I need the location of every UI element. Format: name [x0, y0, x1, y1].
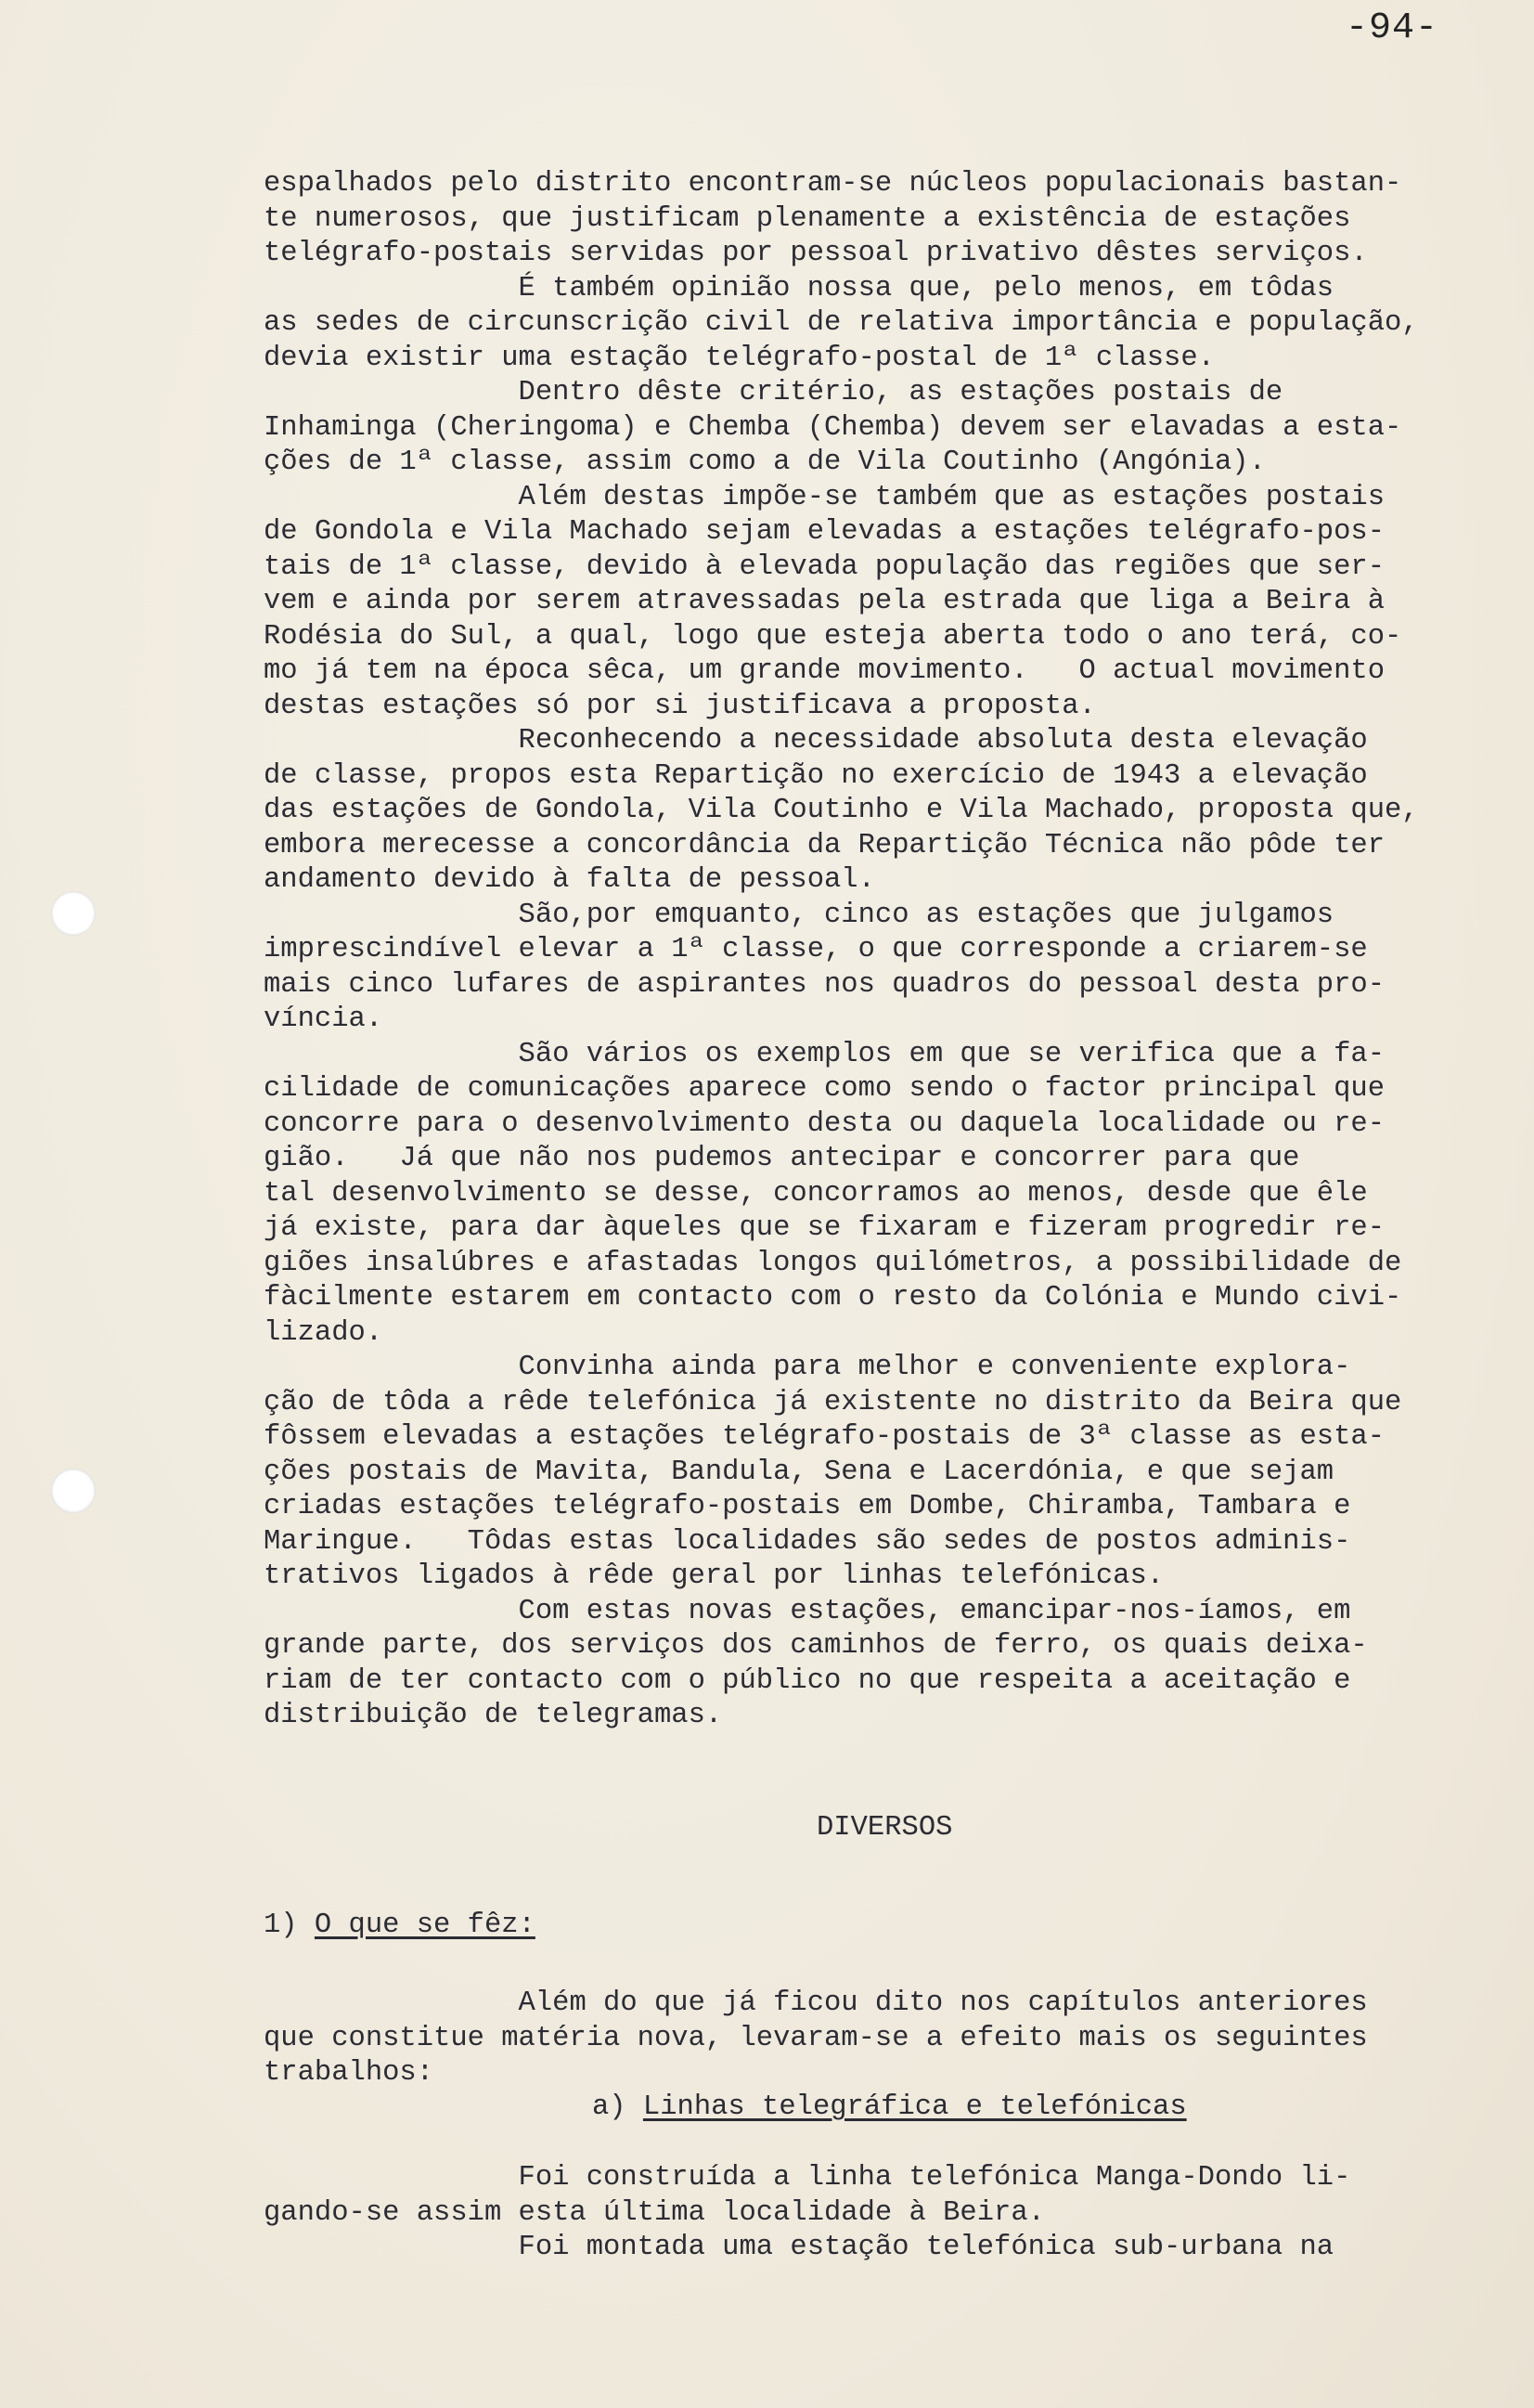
text-line: fàcilmente estarem em contacto com o resto da Colónia e Mundo civi-: [264, 1282, 1402, 1314]
text-line: as sedes de circunscrição civil de relativa importância e população,: [264, 307, 1419, 339]
text-line: Inhaminga (Cheringoma) e Chemba (Chemba) devem ser elavadas a esta-: [264, 411, 1402, 444]
text-line: distribuição de telegramas.: [264, 1700, 723, 1731]
text-line: Rodésia do Sul, a qual, logo que esteja aberta todo o ano terá, co-: [264, 620, 1402, 653]
page-number: -94-: [1346, 7, 1439, 49]
text-line: das estações de Gondola, Vila Coutinho e Vila Machado, proposta que,: [264, 795, 1419, 826]
text-line: trativos ligados à rêde geral por linhas telefónicas.: [264, 1560, 1165, 1592]
text-line: ção de tôda a rêde telefónica já existente no distrito da Beira que: [264, 1386, 1402, 1418]
section-1-intro: [264, 1987, 1507, 2091]
text-line: Reconhecendo a necessidade absoluta desta elevação: [264, 725, 1368, 757]
section-heading-diversos: DIVERSOS: [817, 1812, 953, 1844]
text-line: riam de ter contacto com o público no que respeita a aceitação e: [264, 1664, 1351, 1697]
text-line: que constitue matéria nova, levaram-se a efeito mais os seguintes: [264, 2022, 1368, 2054]
text-line: Maringue. Tôdas estas localidades são sedes de postos adminis-: [264, 1525, 1351, 1558]
subsection-letter: a): [592, 2091, 626, 2123]
text-line: Dentro dêste critério, as estações postais de: [264, 377, 1283, 408]
text-line: telégrafo-postais servidas por pessoal privativo dêstes serviços.: [264, 238, 1368, 269]
text-line: te numerosos, que justificam plenamente a existência de estações: [264, 202, 1351, 235]
text-line: criadas estações telégrafo-postais em Dombe, Chiramba, Tambara e: [264, 1491, 1351, 1522]
text-line: mo já tem na época sêca, um grande movimento. O actual movimento: [264, 655, 1385, 687]
text-line: cilidade de comunicações aparece como sendo o factor principal que: [264, 1073, 1385, 1105]
section-title: O que se fêz:: [314, 1910, 535, 1941]
subsection-title: Linhas telegráfica e telefónicas: [642, 2091, 1187, 2123]
text-line: mais cinco lufares de aspirantes nos quadros do pessoal desta pro-: [264, 968, 1385, 1001]
text-line: tal desenvolvimento se desse, concorramos ao menos, desde que êle: [264, 1177, 1368, 1210]
text-line: espalhados pelo distrito encontram-se núcleos populacionais bastan-: [264, 168, 1402, 200]
text-line: fôssem elevadas a estações telégrafo-postais de 3ª classe as esta-: [264, 1421, 1385, 1453]
text-line: É também opinião nossa que, pelo menos, em tôdas: [264, 272, 1334, 304]
text-line: Com estas novas estações, emancipar-nos-íamos, em: [264, 1595, 1351, 1627]
text-line: grande parte, dos serviços dos caminhos de ferro, os quais deixa-: [264, 1630, 1368, 1662]
text-line: Além destas impõe-se também que as estações postais: [264, 481, 1385, 513]
text-line: lizado.: [264, 1316, 383, 1349]
punch-hole-top: [51, 891, 96, 936]
text-line: Além do que já ficou dito nos capítulos anteriores: [264, 1987, 1368, 2019]
text-line: São,por emquanto, cinco as estações que julgamos: [264, 899, 1334, 931]
text-line: tais de 1ª classe, devido à elevada população das regiões que ser-: [264, 550, 1385, 583]
text-line: víncia.: [264, 1003, 383, 1035]
text-line: Foi montada uma estação telefónica sub-urbana na: [264, 2232, 1334, 2263]
text-line: trabalhos:: [264, 2057, 434, 2089]
subsection-a-title-row: [592, 2091, 1187, 2126]
text-line: concorre para o desenvolvimento desta ou daquela localidade ou re-: [264, 1107, 1385, 1140]
text-line: imprescindível elevar a 1ª classe, o que corresponde a criarem-se: [264, 934, 1368, 965]
text-line: de Gondola e Vila Machado sejam elevadas a estações telégrafo-pos-: [264, 516, 1385, 548]
text-line: São vários os exemplos em que se verifica que a fa-: [264, 1038, 1385, 1070]
text-line: destas estações só por si justificava a proposta.: [264, 690, 1096, 722]
text-line: Convinha ainda para melhor e conveniente explora-: [264, 1352, 1351, 1383]
main-paragraphs: [264, 167, 1507, 1734]
text-line: Foi construída a linha telefónica Manga-Dondo li-: [264, 2162, 1351, 2194]
text-line: já existe, para dar àqueles que se fixaram e fizeram progredir re-: [264, 1212, 1385, 1244]
text-line: devia existir uma estação telégrafo-postal de 1ª classe.: [264, 342, 1215, 374]
text-line: giões insalúbres e afastadas longos quilómetros, a possibilidade de: [264, 1247, 1402, 1279]
text-line: de classe, propos esta Repartição no exercício de 1943 a elevação: [264, 759, 1368, 792]
text-line: ções postais de Mavita, Bandula, Sena e Lacerdónia, e que sejam: [264, 1456, 1334, 1488]
punch-hole-bottom: [51, 1469, 96, 1513]
text-line: gando-se assim esta última localidade à Beira.: [264, 2196, 1045, 2229]
text-line: ções de 1ª classe, assim como a de Vila Coutinho (Angónia).: [264, 447, 1266, 478]
section-1-title-row: [264, 1909, 535, 1944]
text-line: vem e ainda por serem atravessadas pela estrada que liga a Beira à: [264, 586, 1385, 617]
text-line: embora merecesse a concordância da Repartição Técnica não pôde ter: [264, 829, 1385, 861]
section-number: 1): [264, 1910, 298, 1941]
subsection-a-body: [264, 2161, 1507, 2266]
text-line: gião. Já que não nos pudemos antecipar e concorrer para que: [264, 1143, 1300, 1174]
text-line: andamento devido à falta de pessoal.: [264, 864, 875, 896]
